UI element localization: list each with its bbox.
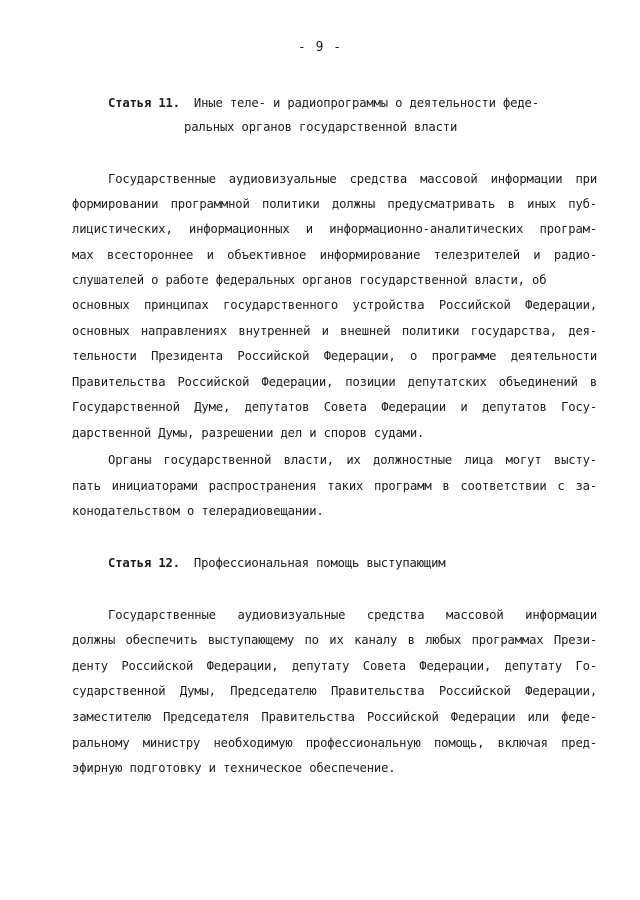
article-11-title-line-2: ральных органов государственной власти (184, 120, 458, 134)
article-11-line: дарственной Думы, разрешении дел и споров судами. (72, 426, 425, 440)
article-11-line: слушателей о работе федеральных органов государственной власти, об (72, 273, 547, 287)
article-12-line: должны обеспечить выступающему по их каналу в любых программах Прези- (72, 633, 597, 647)
article-11-line: Государственные аудиовизуальные средства массовой информации при (108, 172, 597, 186)
article-12-line: эфирную подготовку и техническое обеспечение. (72, 761, 396, 775)
article-12-line: денту Российской Федерации, депутату Совета Федерации, депутату Го- (72, 659, 597, 673)
article-11-line: тельности Президента Российской Федерации, о программе деятельности (72, 349, 597, 363)
article-11-line: Правительства Российской Федерации, позиции депутатских объединений в (72, 375, 597, 389)
article-11-line: Органы государственной власти, их должностные лица могут высту- (108, 453, 597, 467)
article-11-line: пать инициаторами распространения таких программ в соответствии с за- (72, 479, 597, 493)
article-11-title-line-1: Иные теле- и радиопрограммы о деятельности феде- (193, 96, 539, 110)
article-11-line: формировании программной политики должны предусматривать в иных пуб- (72, 197, 597, 211)
article-11-line: мах всестороннее и объективное информирование телезрителей и радио- (72, 248, 597, 262)
article-11-line: основных принципах государственного устройства Российской Федерации, (72, 298, 597, 312)
page-number: - 9 - (297, 40, 343, 55)
article-12-line: ральному министру необходимую профессиональную помощь, включая пред- (72, 736, 597, 750)
article-12-label: Статья 12. (108, 556, 180, 570)
article-11-heading (108, 96, 539, 110)
article-12-line: заместителю Председателя Правительства Российской Федерации или феде- (72, 710, 597, 724)
article-11-line: лицистических, информационных и информационно-аналитических програм- (72, 222, 597, 236)
article-12-line: сударственной Думы, Председателю Правительства Российской Федерации, (72, 684, 597, 698)
article-12-heading (108, 556, 445, 570)
article-12-title: Профессиональная помощь выступающим (193, 556, 446, 570)
article-11-label: Статья 11. (108, 96, 180, 110)
article-11-line: конодательством о телерадиовещании. (72, 504, 324, 518)
article-11-line: основных направлениях внутренней и внешней политики государства, дея- (72, 324, 597, 338)
article-11-line: Государственной Думе, депутатов Совета Федерации и депутатов Госу- (72, 400, 597, 414)
article-12-line: Государственные аудиовизуальные средства массовой информации (108, 608, 597, 622)
